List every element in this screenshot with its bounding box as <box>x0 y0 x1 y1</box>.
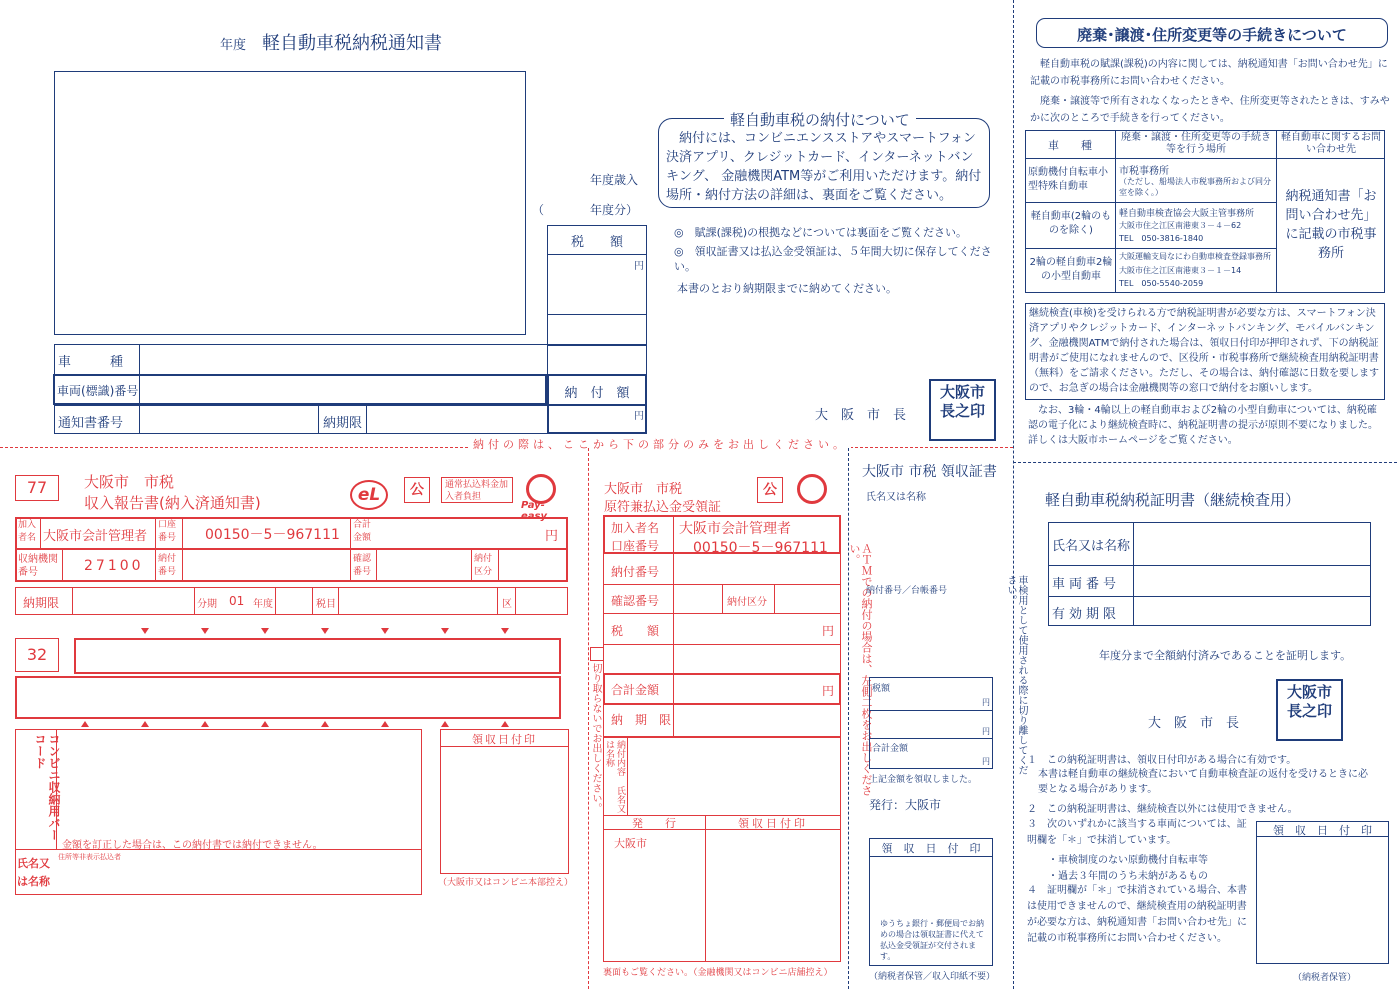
cert-footer: （納税者保管） <box>1293 973 1357 983</box>
pkubun-label: 納付区分 <box>474 554 493 577</box>
receipt2-payno: 納付番号 <box>611 565 660 579</box>
proc-row1-line <box>1025 202 1276 203</box>
cert-name-label: 氏名又は名称 <box>1052 539 1131 554</box>
notice-no-label: 通知書番号 <box>58 416 124 431</box>
proc-r3c2a: 大阪運輸支局なにわ自動車検査登録事務所 <box>1119 252 1271 261</box>
barcode-box-1 <box>74 638 561 674</box>
year-portion: 年度分） <box>590 203 639 217</box>
receipt3-l2 <box>869 738 993 739</box>
cert-divider <box>1013 462 1397 463</box>
due-col-f <box>497 587 498 615</box>
cert-stamp-label: 領 収 日 付 印 <box>1273 824 1372 837</box>
payment-info-text: 納付には、コンビニエンスストアやスマートフォン決済アプリ、クレジットカード、インターネットバンキング、 金融機関ATM等がご利用いただけます。納付場所・納付方法の詳細は、裏面をご覧ください。 <box>666 131 982 203</box>
address-box <box>54 71 526 335</box>
receipt3-payno: 納付番号／台帳番号 <box>866 586 948 596</box>
receipt3-received: 上記金額を領収しました。 <box>869 775 978 785</box>
receipt2-stamp-label: 領収日付印 <box>738 817 808 830</box>
proc-r3c2b: 大阪市住之江区南港東３－１－14 <box>1119 266 1242 275</box>
receipt2-acct: 00150－5－967111 <box>693 540 828 556</box>
proc-head-line <box>1025 158 1385 159</box>
year-tax-in: 年度歳入 <box>590 173 639 187</box>
arrow-down <box>261 628 269 634</box>
notice-title: 軽自動車税納税通知書 <box>262 33 442 54</box>
arrow-up <box>381 721 389 727</box>
vehicle-col <box>139 344 140 434</box>
receipt3-total-yen: 円 <box>982 757 990 766</box>
bunki-label: 分期 <box>197 599 217 610</box>
receipt3-name: 氏名又は名称 <box>866 492 926 503</box>
recv-col-5 <box>376 550 377 582</box>
receipt2-title: 原符兼払込金受領証 <box>604 500 722 515</box>
due-col-g <box>515 587 516 615</box>
tax-amount-label: 税 額 <box>570 235 623 250</box>
note-3: 本書のとおり納期限までに納めてください。 <box>677 282 897 295</box>
zeimoku-label: 税目 <box>316 599 336 610</box>
proc-r1c2b: （ただし、船場法人市税事務所および同分室を除く。） <box>1119 177 1271 197</box>
recv-col-1 <box>62 550 63 582</box>
procedures-p4: なお、3輪・4輪以上の軽自動車および2輪の小型自動車については、納税確認の電子化により継続検査時に、納税証明書の提示が原則不要になりました。詳しくは大阪市ホームページをご覧ください。 <box>1028 405 1378 446</box>
receipt2-issue-label: 発 行 <box>632 817 676 830</box>
receipt2-tax: 税 額 <box>611 624 660 638</box>
report-due-label: 納期限 <box>23 596 60 610</box>
arrow-up <box>261 721 269 727</box>
proc-r2c2b: 大阪市住之江区南港東３－４－62 <box>1119 221 1242 230</box>
proc-col2 <box>1276 130 1277 293</box>
payment-info-title: 軽自動車税の納付について <box>724 109 916 130</box>
report-stamp-box <box>440 729 569 874</box>
pay-easy-circle-2 <box>797 474 827 504</box>
cert-i2: ２ この納税証明書は、継続検査以外には使用できません。 <box>1027 804 1298 815</box>
receipt-divider <box>588 448 589 989</box>
cert-i1b: 本書は軽自動車の継続検査において自動車検査証の返付を受けるときに必要となる場合があります。 <box>1038 769 1368 795</box>
cert-l1 <box>1048 565 1371 566</box>
payee-value: 大阪市会計管理者 <box>43 529 148 544</box>
acct-label: 口座番号 <box>158 520 177 543</box>
tax-yen: 円 <box>634 261 644 272</box>
receipt2-sub: 納付内容 氏名又は名称 <box>604 740 625 813</box>
due-col-d <box>312 587 313 615</box>
proc-r2c2c: TEL 050-3816-1840 <box>1119 234 1204 243</box>
receipt2-city: 大阪市 市税 <box>604 482 683 497</box>
receipt3-issuer: 発行：大阪市 <box>869 798 942 812</box>
arrow-up <box>321 721 329 727</box>
year-paren: （ <box>532 203 545 217</box>
cert-i3a: ・車検制度のない原動機付自転車等 <box>1048 855 1208 866</box>
receipt2-footer: 裏面もご覧ください。（金融機関又はコンビニ店舗控え） <box>603 968 833 978</box>
pay-yen: 円 <box>634 411 644 422</box>
fee-box: 通常払込料金加入者負担 <box>441 477 513 503</box>
payee-col-4 <box>350 517 351 550</box>
cert-plate-label: 車両番号 <box>1052 577 1121 592</box>
due-col-c <box>275 587 276 615</box>
cert-i3: ３ 次のいずれかに該当する車両については、証明欄を「＊」で抹消しています。 <box>1027 819 1247 846</box>
receipt2-total-yen: 円 <box>822 684 835 698</box>
cert-title: 軽自動車税納税証明書（継続検査用） <box>1045 491 1301 509</box>
receipt2-issuer: 大阪市 <box>614 837 647 850</box>
receipt2-marker <box>590 647 604 661</box>
procedures-p1: 軽自動車税の賦課(課税)の内容に関しては、納税通知書「お問い合わせ先」に記載の市税事務所にお問い合わせください。 <box>1030 59 1388 87</box>
receipt2-sub-col <box>627 737 628 815</box>
receipt2-due: 納 期 限 <box>611 713 672 727</box>
proc-h2: 廃棄・譲渡・住所変更等の手続き等を行う場所 <box>1121 132 1271 155</box>
report-title: 収入報告書(納入済通知書) <box>84 494 261 512</box>
nendo-label: 年度 <box>253 599 273 610</box>
cert-stamp-box <box>1256 821 1389 964</box>
report-stamp-note: （大阪市又はコンビニ本部控え） <box>438 878 574 888</box>
vehicle-type-label: 車 種 <box>58 355 124 370</box>
receipt2-ko: 公 <box>757 477 783 503</box>
receipt2-l2 <box>603 613 841 614</box>
recv-label: 収納機関番号 <box>18 554 58 578</box>
code-77: 77 <box>15 475 59 501</box>
procedures-p3: 継続検査(車検)を受けられる方で納税証明書が必要な方は、スマートフォン決済アプリやクレジットカード、インターネットバンキング、モバイルバンキング、金融機関ATMで納付された場合は、領収日付印が押印されず、下の納税証明書がご使用になれませんので、区役所・市税事務所で継続検査用納税証明書（無料）をご請求ください。ただし、その場合は、納付確認に日数を要しますので、お急ぎの場合は金融機関等の窓口で納付をお願いします。 <box>1025 303 1385 400</box>
receipt2-total: 合計金額 <box>611 683 660 697</box>
pay-easy-logo-2 <box>792 474 838 514</box>
arrow-down <box>501 628 509 634</box>
proc-c3: 納税通知書「お問い合わせ先」に記載の市税事務所 <box>1285 189 1377 261</box>
report-city: 大阪市 市税 <box>84 473 175 491</box>
receipt2-tax-yen: 円 <box>822 624 835 638</box>
arrow-down <box>141 628 149 634</box>
proc-r3c1: 2輪の軽自動車2輪の小型自動車 <box>1029 257 1113 282</box>
arrow-up <box>201 721 209 727</box>
cert-col <box>1133 522 1134 626</box>
cvs-line <box>15 849 422 850</box>
receipt2-confirm: 確認番号 <box>611 594 660 608</box>
receipt3-stamp-label: 領 収 日 付 印 <box>881 842 981 855</box>
procedures-title: 廃棄･譲渡･住所変更等の手続きについて <box>1077 26 1347 44</box>
recv-col-2 <box>155 550 156 582</box>
arrow-down <box>381 628 389 634</box>
note-2: ◎ 領収証書又は払込金受領証は、５年間大切に保存してください。 <box>674 245 992 273</box>
receipt3-title: 大阪市 市税 領収証書 <box>862 464 997 480</box>
cert-seal-text: 大阪市長之印 <box>1286 683 1332 720</box>
arrow-up <box>81 721 89 727</box>
tax-line-2 <box>547 314 647 315</box>
pay-amount-line <box>547 404 647 405</box>
proc-r1c2a: 市税事務所 <box>1119 166 1169 177</box>
cut-line-text: 納付の際は、ここから下の部分のみをお出しください。 <box>470 436 851 452</box>
note-1: ◎ 賦課(課税)の根拠などについては裏面をご覧ください。 <box>674 226 967 239</box>
recv-col-3 <box>182 550 183 582</box>
el-logo: eL <box>350 480 388 510</box>
ko-mark: 公 <box>404 477 430 503</box>
pay-amount-label: 納 付 額 <box>564 386 630 401</box>
payee-label: 加入者名 <box>18 520 37 543</box>
due-col-a <box>72 587 73 615</box>
proc-h3: 軽自動車に関するお問い合わせ先 <box>1281 132 1381 155</box>
side-text: 車検用として使用される際に切り離してください。 <box>1005 575 1027 775</box>
barcode-box-2 <box>15 676 561 719</box>
ku-label: 区 <box>502 599 512 610</box>
notice-year-label: 年度 <box>220 38 247 53</box>
receipt3-l1 <box>869 710 993 711</box>
payno-label: 納付番号 <box>158 554 177 577</box>
plate-label: 車両(標識)番号 <box>57 384 139 398</box>
receipt2-l3 <box>603 644 841 645</box>
bunki-value: 01 <box>229 594 245 608</box>
tax-line-1 <box>547 254 647 255</box>
proc-col1 <box>1115 130 1116 293</box>
proc-row2-line <box>1025 248 1276 249</box>
proc-r2c1: 軽自動車(2輪のものを除く) <box>1030 211 1112 236</box>
receipt2-cut: 切り取らないでお出しください。 <box>590 663 601 813</box>
code-32: 32 <box>15 638 59 672</box>
cert-l2 <box>1048 596 1371 597</box>
payee-col-1 <box>40 517 41 550</box>
mayor-label: 大 阪 市 長 <box>815 408 907 423</box>
cert-seal-stamp <box>1276 679 1343 741</box>
recv-value: 27100 <box>84 558 144 574</box>
due-col-2 <box>366 405 367 434</box>
payee-col-3 <box>182 517 183 550</box>
total-label: 合計金額 <box>353 520 372 543</box>
receipt2-payee: 大阪市会計管理者 <box>679 521 791 537</box>
receipt3-tax-yen: 円 <box>982 698 990 707</box>
seal-text: 大阪市長之印 <box>939 383 985 420</box>
receipt2-side: ＡＴＭでの納付の場合は、左側二枚をお出しください。 <box>848 543 873 796</box>
payee-col-2 <box>155 517 156 550</box>
due-col <box>318 405 319 434</box>
cert-i1: １ この納税証明書は、領収日付印がある場合に有効です。 <box>1027 755 1297 766</box>
receipt3-mid-yen: 円 <box>982 727 990 736</box>
seal-stamp <box>929 379 996 441</box>
receipt3-stamp-note: ゆうちょ銀行・郵便局でお納めの場合は領収証書に代えて払込金受領証が交付されます。 <box>880 919 984 961</box>
arrow-down <box>441 628 449 634</box>
arrow-down <box>201 628 209 634</box>
receipt3-footer: （納税者保管／収入印紙不要） <box>869 972 996 982</box>
acct-value: 00150－5－967111 <box>205 527 340 543</box>
due-row-box <box>15 587 568 615</box>
cert-stamp-line <box>1256 836 1389 837</box>
report-stamp-line <box>440 746 569 747</box>
cvs-label: コンビニ収納用バーコード <box>33 733 61 841</box>
cert-valid-label: 有効期限 <box>1052 607 1121 622</box>
cert-statement: 年度分まで全額納付済みであることを証明します。 <box>1099 649 1352 662</box>
report-stamp-label: 領収日付印 <box>472 733 537 746</box>
recv-col-6 <box>471 550 472 582</box>
cvs-box <box>15 729 422 895</box>
receipt2-col-d <box>705 815 706 962</box>
report-name-label: 氏名又は名称 <box>17 857 50 888</box>
procedures-p2: 廃棄・譲渡等で所有されなくなったときや、住所変更等されたときは、すみやかに次のところで手続きを行ってください。 <box>1030 96 1390 124</box>
arrow-up <box>441 721 449 727</box>
receipt3-total: 合計金額 <box>872 744 909 754</box>
receipt2-pkubun: 納付区分 <box>727 597 767 608</box>
receipt2-payee-label: 加入者名 <box>611 521 660 535</box>
recv-col-7 <box>498 550 499 582</box>
arrow-up <box>501 721 509 727</box>
pay-easy-text: Pay-easy <box>521 500 548 522</box>
cvs-col <box>56 729 57 849</box>
total-yen: 円 <box>545 529 559 544</box>
addr-small: 住所等非表示払込者 <box>58 853 121 861</box>
receipt2-acct-label: 口座番号 <box>611 539 660 553</box>
receipt3-tax: 税額 <box>872 684 891 694</box>
due-col-b <box>194 587 195 615</box>
vertical-divider <box>1013 0 1014 989</box>
proc-r3c2c: TEL 050-5540-2059 <box>1119 279 1204 288</box>
pay-easy-logo <box>521 474 569 522</box>
cert-i4: ４ 証明欄が「＊」で抹消されている場合、本書は使用できませんので、継続検査用の納税証明書が必要な方は、納税通知書「お問い合わせ先」に記載の市税事務所にお問い合わせください。 <box>1027 885 1247 944</box>
receipt2-col-c <box>774 584 775 613</box>
cert-i3b: ・過去３年間のうち未納があるもの <box>1048 871 1208 882</box>
recv-col-4 <box>350 550 351 582</box>
cert-mayor: 大 阪 市 長 <box>1148 716 1240 731</box>
due-label: 納期限 <box>323 416 363 431</box>
arrow-up <box>141 721 149 727</box>
confirm-label: 確認番号 <box>353 554 372 577</box>
proc-r1c1: 原動機付自転車小型特殊自動車 <box>1028 167 1108 192</box>
receipt3-stamp-line <box>869 856 993 857</box>
receipt2-col-b <box>722 584 723 613</box>
proc-r2c2a: 軽自動車検査協会大阪主管事務所 <box>1119 209 1255 219</box>
arrow-down <box>321 628 329 634</box>
proc-h1: 車 種 <box>1048 139 1092 152</box>
cvs-warn: 金額を訂正した場合は、この納付書では納付できません。 <box>62 840 323 851</box>
due-col-e <box>338 587 339 615</box>
